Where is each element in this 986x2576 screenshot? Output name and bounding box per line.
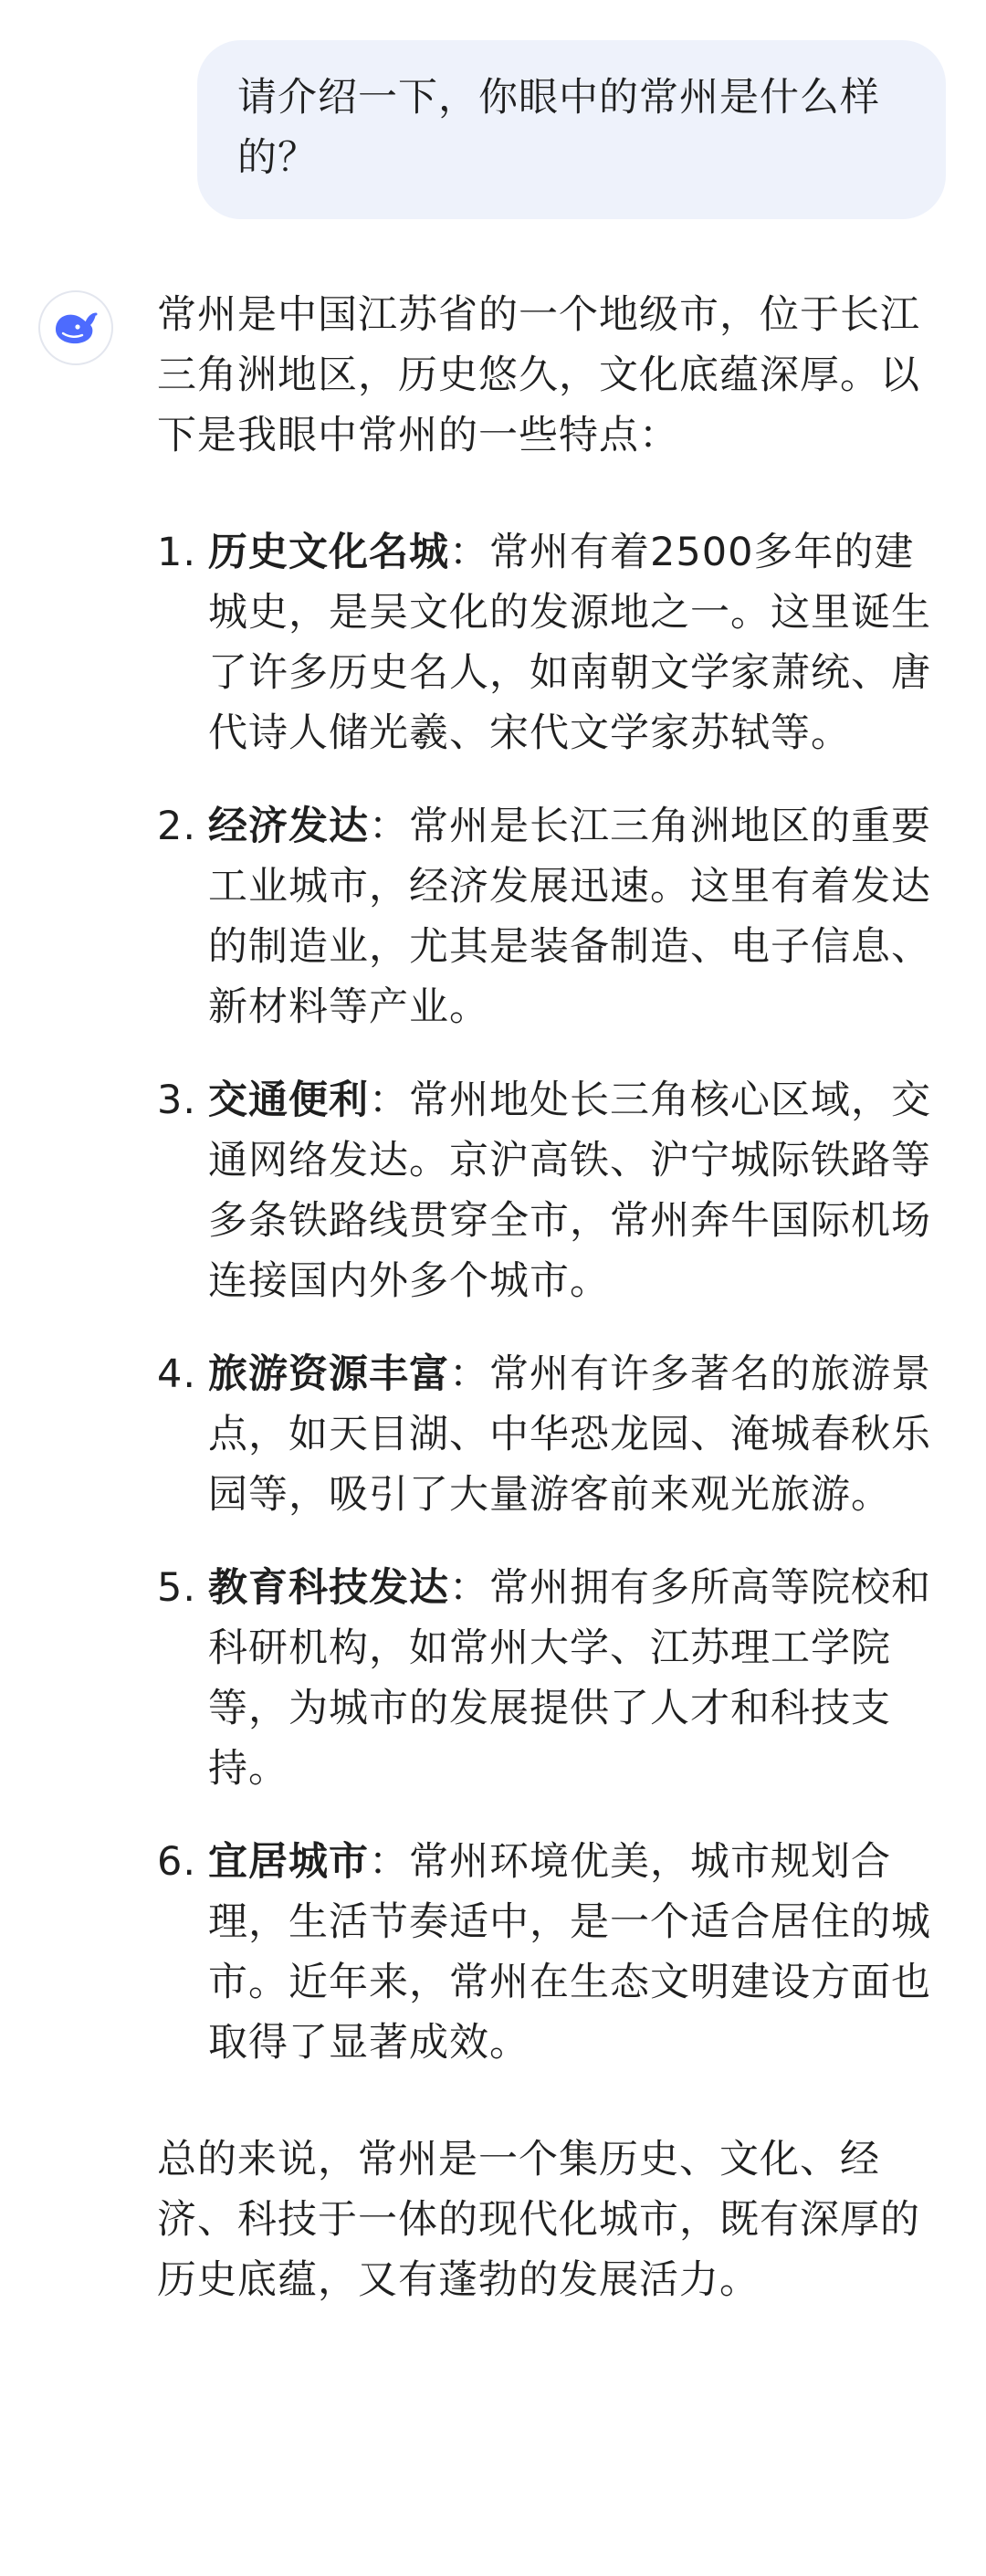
assistant-answer [157, 285, 933, 2310]
answer-intro: 常州是中国江苏省的一个地级市，位于长江三角洲地区，历史悠久，文化底蕴深厚。以下是我眼中常州的一些特点： [157, 292, 920, 458]
point-title: 旅游资源丰富 [208, 1351, 449, 1397]
point-title: 教育科技发达 [208, 1565, 449, 1611]
assistant-avatar [38, 290, 113, 365]
point-text: 常州有着2500多年的建城史，是吴文化的发源地之一。这里诞生了许多历史名人，如南朝文学家萧统、唐代诗人储光羲、宋代文学家苏轼等。 [208, 530, 931, 756]
list-number: 2. [157, 804, 197, 849]
point-title: 历史文化名城 [208, 530, 449, 575]
user-message-row [197, 40, 946, 219]
point-text: 常州有许多著名的旅游景点，如天目湖、中华恐龙园、淹城春秋乐园等，吸引了大量游客前来观光旅游。 [208, 1351, 931, 1518]
point-text: 常州环境优美，城市规划合理，生活节奏适中，是一个适合居住的城市。近年来，常州在生态文明建设方面也取得了显著成效。 [208, 1839, 931, 2066]
list-item [157, 1832, 933, 2073]
list-item [157, 1344, 933, 1525]
point-title: 经济发达 [208, 804, 369, 849]
list-item [157, 796, 933, 1037]
user-message-bubble[interactable]: 请介绍一下，你眼中的常州是什么样的？ [197, 40, 946, 219]
point-colon: ： [449, 530, 489, 575]
list-item [157, 1558, 933, 1799]
list-number: 4. [157, 1351, 197, 1397]
point-text: 常州拥有多所高等院校和科研机构，如常州大学、江苏理工学院等，为城市的发展提供了人才和科技支持。 [208, 1565, 931, 1792]
point-colon: ： [369, 1839, 409, 1885]
point-colon: ： [369, 804, 409, 849]
point-colon: ： [449, 1565, 489, 1611]
list-number: 3. [157, 1078, 197, 1123]
point-text: 常州地处长三角核心区域，交通网络发达。京沪高铁、沪宁城际铁路等多条铁路线贯穿全市，常州奔牛国际机场连接国内外多个城市。 [208, 1078, 931, 1304]
point-colon: ： [449, 1351, 489, 1397]
answer-summary: 总的来说，常州是一个集历史、文化、经济、科技于一体的现代化城市，既有深厚的历史底蕴，又有蓬勃的发展活力。 [157, 2137, 920, 2303]
point-text: 常州是长江三角洲地区的重要工业城市，经济发展迅速。这里有着发达的制造业，尤其是装备制造、电子信息、新材料等产业。 [208, 804, 931, 1030]
list-number: 6. [157, 1839, 197, 1885]
list-number: 5. [157, 1565, 197, 1611]
point-colon: ： [369, 1078, 409, 1123]
point-title: 宜居城市 [208, 1839, 369, 1885]
point-title: 交通便利 [208, 1078, 369, 1123]
points-list [157, 522, 933, 2073]
whale-logo-icon [50, 302, 101, 353]
list-item [157, 1070, 933, 1311]
list-item [157, 522, 933, 763]
list-number: 1. [157, 530, 197, 575]
